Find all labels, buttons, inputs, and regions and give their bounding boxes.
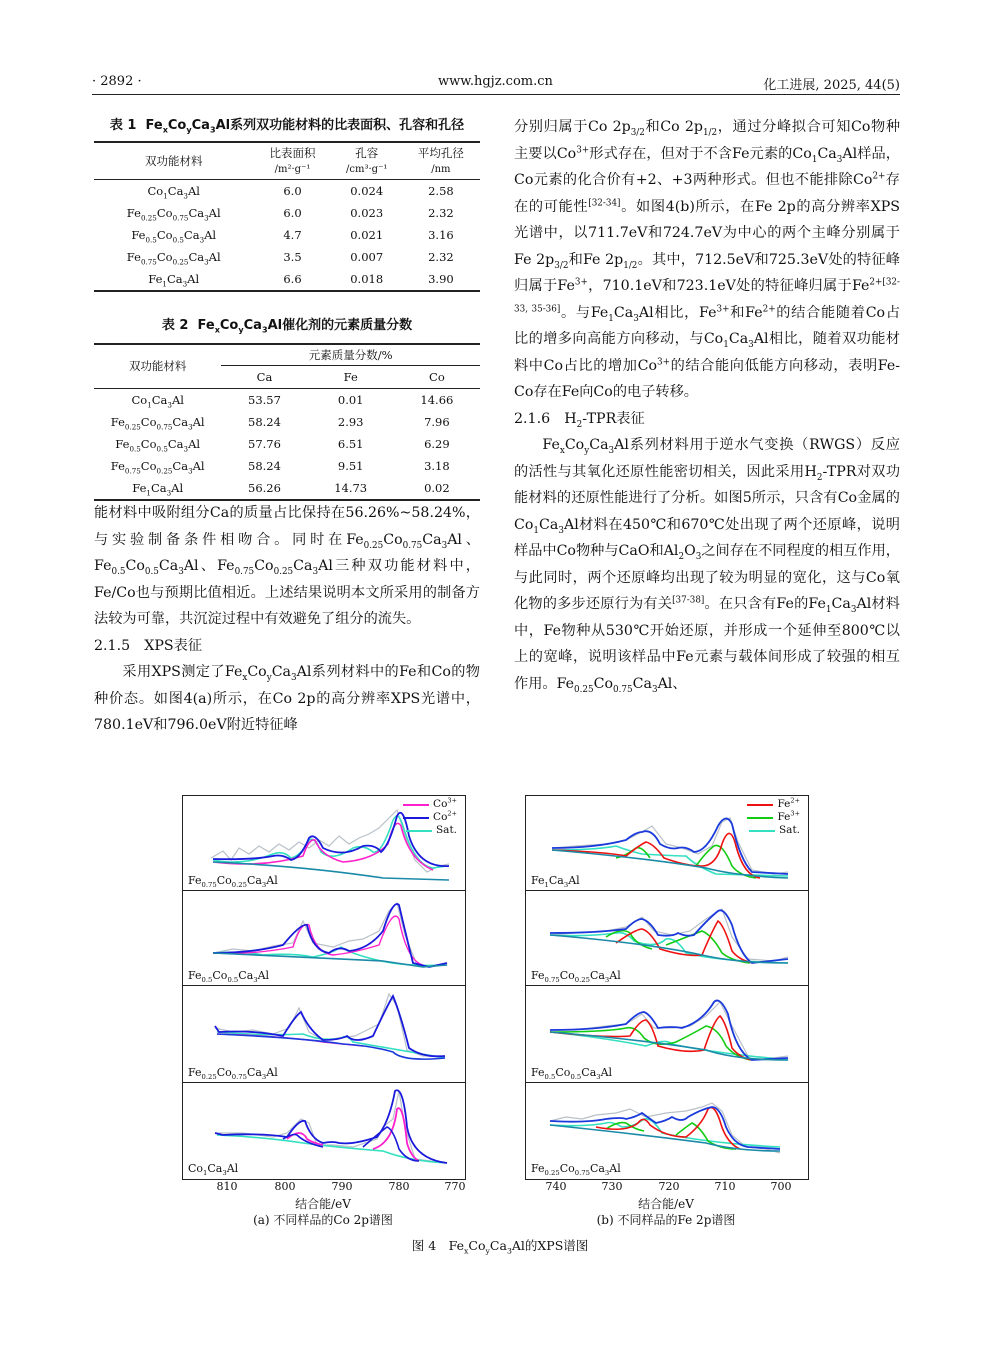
- x-tick: 800: [274, 1180, 296, 1193]
- table-row: [94, 268, 480, 291]
- co-cell: 0.02: [424, 481, 450, 495]
- page-number: · 2892 ·: [92, 74, 142, 89]
- material-cell: $Fe_{0.75}Co_{0.25}Ca_3Al$: [110, 459, 205, 476]
- ca-cell: 58.24: [248, 459, 281, 473]
- subfigure-caption-b: (b) 不同样品的Fe 2p谱图: [596, 1213, 736, 1227]
- col-header-ca: Ca: [256, 369, 273, 384]
- col-header-pore-size: 平均孔径 /nm: [417, 145, 464, 175]
- table-row: [94, 246, 480, 268]
- material-cell: $Fe_{0.5}Co_{0.5}Ca_3Al$: [115, 437, 201, 454]
- material-cell: $Fe_{0.25}Co_{0.75}Ca_3Al$: [110, 415, 205, 432]
- pore-size-cell: 3.90: [428, 272, 454, 286]
- pore-size-cell: 2.58: [428, 184, 454, 198]
- chart-panel: [183, 1083, 465, 1178]
- left-column-text: [94, 500, 480, 739]
- material-cell: $Fe_1Ca_3Al$: [132, 481, 184, 498]
- pore-size-cell: 2.32: [428, 206, 454, 220]
- co-cell: 7.96: [424, 415, 450, 429]
- chart-panel: [183, 891, 465, 986]
- pore-size-cell: 3.16: [428, 228, 454, 242]
- co-cell: 3.18: [424, 459, 450, 473]
- table-row: [94, 389, 480, 412]
- legend-item-sat: Sat.: [747, 824, 800, 837]
- x-tick: 710: [714, 1180, 736, 1193]
- legend-item-co2: $Co^{2+}$: [403, 811, 457, 824]
- chart-legend: [747, 798, 800, 837]
- col-header-surface-area: 比表面积 /m²·g⁻¹: [269, 145, 316, 175]
- surface-area-cell: 6.0: [283, 184, 302, 198]
- ca-cell: 57.76: [248, 437, 281, 451]
- fe-cell: 2.93: [337, 415, 364, 429]
- fe-cell: 6.51: [337, 437, 364, 451]
- table2-grid: [94, 343, 480, 501]
- chart-panel: [183, 796, 465, 891]
- right-column-text: [514, 114, 900, 697]
- panel-label: $Fe_{0.5}Co_{0.5}Ca_3Al$: [188, 969, 270, 985]
- panel-label: $Fe_1Ca_3Al$: [531, 874, 580, 890]
- x-tick: 770: [444, 1180, 466, 1193]
- co-cell: 14.66: [420, 393, 454, 407]
- panel-label: $Fe_{0.25}Co_{0.75}Ca_3Al$: [188, 1066, 278, 1082]
- paragraph: 能材料中吸附组分Ca的质量占比保持在56.26%~58.24%，与实验制备条件相吻合。同时在$Fe_{0.25}Co_{0.75}Ca_3Al$、$Fe_{0.5}Co_{0.5}Ca_3Al$、$Fe_{0.75}Co_{0.25}Ca_3Al$三种双功能材料中，Fe/Co也与预期比值相近。上述结果说明本文所采用的制备方法较为可靠，共沉淀过程中有效避免了组分的流失。: [94, 505, 480, 627]
- col-header-group: 元素质量分数/%: [221, 344, 480, 366]
- x-tick: 700: [770, 1180, 792, 1193]
- x-tick: 730: [601, 1180, 623, 1193]
- chart-panel: [526, 796, 808, 891]
- paragraph: 分别归属于Co $2p_{3/2}$和Co $2p_{1/2}$，通过分峰拟合可知Co物种主要以$Co^{3+}$形式存在，但对于不含Fe元素的$Co_1Ca_3Al$样品，Co元素的化合价有+2、+3两种形式。但也不能排除$Co^{2+}$存在的可能性[32-34]。如图4(b)所示，在Fe 2p的高分辨率XPS光谱中，以711.7eV和724.7eV为中心的两个主峰分别属于Fe $2p_{3/2}$和Fe $2p_{1/2}$。其中，712.5eV和725.3eV处的特征峰归属于$Fe^{3+}$，710.1eV和723.1eV处的特征峰归属于$Fe^{2+[32-33, 35-36]}$。与$Fe_1Ca_3Al$相比，$Fe^{3+}$和$Fe^{2+}$的结合能随着Co占比的增多向高能方向移动，与$Co_1Ca_3Al$相比，随着双功能材料中Co占比的增加$Co^{3+}$的结合能向低能方向移动，表明Fe-Co存在Fe向Co的电子转移。: [514, 119, 901, 400]
- material-cell: $Co_1Ca_3Al$: [131, 393, 184, 410]
- table1-grid: [94, 141, 480, 292]
- figure-4a-co2p-chart: [182, 795, 466, 1180]
- table-row: [94, 455, 480, 477]
- fe-cell: 14.73: [334, 481, 368, 495]
- paragraph: $Fe_xCo_yCa_3Al$系列材料用于逆水气变换（RWGS）反应的活性与其氧化还原性能密切相关，因此采用$H_2$-TPR对双功能材料的还原性能进行了分析。如图5所示，只含有Co金属的$Co_1Ca_3Al$材料在450℃和670℃处出现了两个还原峰，说明样品中Co物种与CaO和$Al_2O_3$之间存在不同程度的相互作用，与此同时，两个还原峰均出现了较为明显的宽化，这与Co氧化物的多步还原行为有关[37-38]。在只含有Fe的$Fe_1Ca_3Al$材料中，Fe物种从530℃开始还原，并形成一个延伸至800℃以上的宽峰，说明该样品中Fe元素与载体间形成了较强的相互作用。$Fe_{0.25}Co_{0.75}Ca_3Al$、: [514, 437, 901, 695]
- table-row: [94, 433, 480, 455]
- table-row: [94, 224, 480, 246]
- pore-volume-cell: 0.007: [350, 250, 384, 264]
- col-header-fe: Fe: [343, 369, 358, 384]
- running-header: [92, 72, 900, 95]
- pore-volume-cell: 0.024: [350, 184, 384, 198]
- material-cell: $Fe_{0.25}Co_{0.75}Ca_3Al$: [126, 206, 221, 223]
- x-tick: 780: [388, 1180, 410, 1193]
- table-row: [94, 202, 480, 224]
- table-row: [94, 477, 480, 500]
- x-tick: 720: [658, 1180, 680, 1193]
- legend-item-co3: $Co^{3+}$: [403, 798, 457, 811]
- pore-volume-cell: 0.021: [350, 228, 384, 242]
- section-heading-h2tpr: 2.1.6 $H_2$-TPR表征: [514, 410, 645, 430]
- chart-legend: [403, 798, 457, 837]
- ca-cell: 56.26: [248, 481, 281, 495]
- x-axis-label-b: 结合能/eV: [638, 1197, 694, 1211]
- legend-item-fe3: $Fe^{3+}$: [747, 811, 800, 824]
- chart-panel: [526, 1083, 808, 1178]
- table1: [94, 114, 480, 292]
- surface-area-cell: 6.0: [283, 206, 302, 220]
- table-row: [94, 180, 480, 203]
- figure-4b-fe2p-chart: [525, 795, 809, 1180]
- table2: [94, 314, 480, 501]
- figure-caption: 图 4 $Fe_xCo_yCa_3Al$的XPS谱图: [411, 1238, 589, 1256]
- legend-item-sat: Sat.: [403, 824, 457, 837]
- panel-label: $Fe_{0.25}Co_{0.75}Ca_3Al$: [531, 1162, 621, 1178]
- panel-label: $Fe_{0.75}Co_{0.25}Ca_3Al$: [531, 969, 621, 985]
- panel-label: $Fe_{0.75}Co_{0.25}Ca_3Al$: [188, 874, 278, 890]
- panel-label: $Fe_{0.5}Co_{0.5}Ca_3Al$: [531, 1066, 613, 1082]
- x-axis-ticks-b: [525, 1180, 807, 1196]
- col-header-material: 双功能材料: [94, 344, 221, 389]
- surface-area-cell: 4.7: [283, 228, 302, 242]
- x-tick: 790: [331, 1180, 353, 1193]
- x-tick: 740: [545, 1180, 567, 1193]
- legend-item-fe2: $Fe^{2+}$: [747, 798, 800, 811]
- pore-volume-cell: 0.023: [350, 206, 384, 220]
- ca-cell: 53.57: [248, 393, 281, 407]
- table-row: [94, 411, 480, 433]
- x-axis-label-a: 结合能/eV: [295, 1197, 351, 1211]
- col-header-co: Co: [429, 369, 445, 384]
- table2-caption: 表 2 $Fe_xCo_yCa_3Al$催化剂的元素质量分数: [161, 318, 413, 335]
- pore-volume-cell: 0.018: [350, 272, 384, 286]
- surface-area-cell: 3.5: [283, 250, 302, 264]
- x-tick: 810: [216, 1180, 238, 1193]
- panel-label: $Co_1Ca_3Al$: [188, 1162, 239, 1178]
- col-header-material: 双功能材料: [144, 153, 203, 168]
- ca-cell: 58.24: [248, 415, 281, 429]
- material-cell: $Fe_1Ca_3Al$: [148, 272, 200, 289]
- material-cell: $Fe_{0.5}Co_{0.5}Ca_3Al$: [131, 228, 217, 245]
- pore-size-cell: 2.32: [428, 250, 454, 264]
- section-heading-xps: 2.1.5 XPS表征: [94, 637, 203, 654]
- chart-panel: [183, 986, 465, 1083]
- paragraph: 采用XPS测定了$Fe_xCo_yCa_3Al$系列材料中的Fe和Co的物种价态。如图4(a)所示，在Co 2p的高分辨率XPS光谱中，780.1eV和796.0eV附近特征峰: [94, 664, 480, 733]
- fe-cell: 9.51: [337, 459, 364, 473]
- journal-website: www.hgjz.com.cn: [438, 74, 553, 89]
- col-header-pore-volume: 孔容 /cm³·g⁻¹: [346, 145, 388, 175]
- surface-area-cell: 6.6: [283, 272, 302, 286]
- table1-caption: 表 1 $Fe_xCo_yCa_3Al$系列双功能材料的比表面积、孔容和孔径: [109, 118, 465, 135]
- material-cell: $Co_1Ca_3Al$: [147, 184, 200, 201]
- co-cell: 6.29: [424, 437, 450, 451]
- fe-cell: 0.01: [337, 393, 364, 407]
- chart-panel: [526, 891, 808, 986]
- x-axis-ticks-a: [182, 1180, 464, 1196]
- chart-panel: [526, 986, 808, 1083]
- journal-citation: 化工进展, 2025, 44(5): [763, 78, 900, 93]
- subfigure-caption-a: (a) 不同样品的Co 2p谱图: [253, 1213, 393, 1227]
- material-cell: $Fe_{0.75}Co_{0.25}Ca_3Al$: [126, 250, 221, 267]
